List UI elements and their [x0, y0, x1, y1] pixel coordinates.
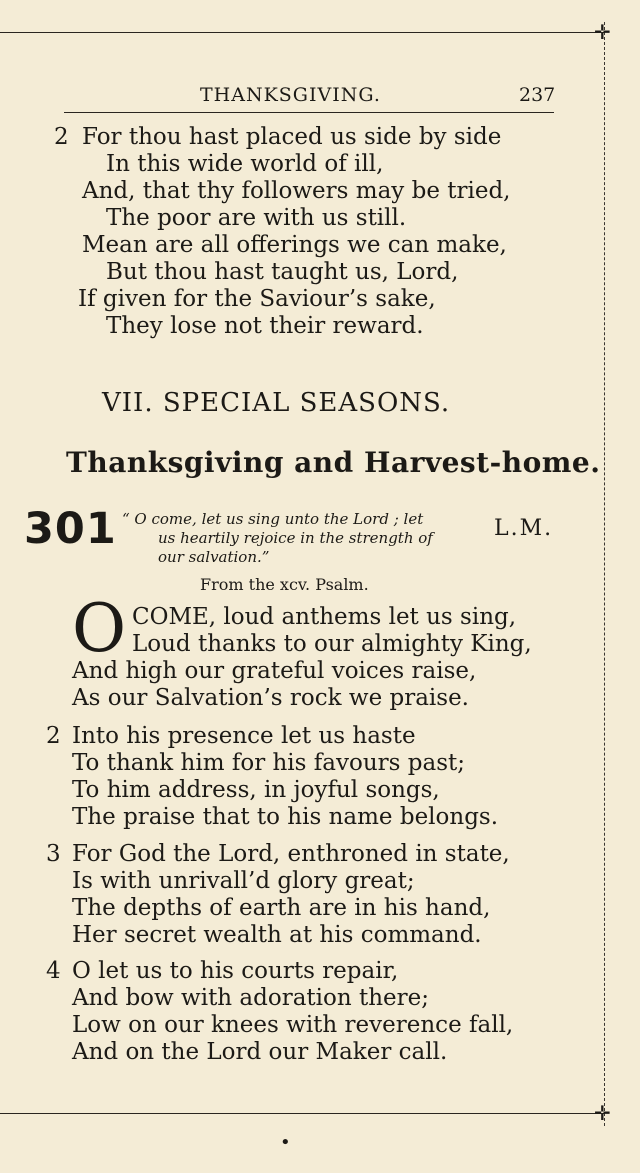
verse-line: As our Salvation’s rock we praise.	[72, 685, 469, 711]
verse-line: To thank him for his favours past;	[72, 750, 465, 776]
verse-line: Loud thanks to our almighty King,	[132, 631, 532, 657]
verse-line: For thou hast placed us side by side	[82, 124, 502, 150]
verse-line: In this wide world of ill,	[106, 151, 384, 177]
page-number: 237	[519, 84, 556, 106]
top-border-rule	[0, 32, 604, 33]
verse-line: But thou hast taught us, Lord,	[106, 259, 459, 285]
verse-line: And, that thy followers may be tried,	[82, 178, 511, 204]
ink-speck: •	[280, 1132, 291, 1153]
epigraph-line: us heartily rejoice in the strength of	[158, 529, 433, 547]
verse-line: And bow with adoration there;	[72, 985, 430, 1011]
verse-line: Mean are all offerings we can make,	[82, 232, 507, 258]
verse-line: The depths of earth are in his hand,	[72, 895, 491, 921]
bottom-border-rule	[0, 1113, 604, 1114]
running-title: THANKSGIVING.	[200, 84, 381, 106]
verse-line: For God the Lord, enthroned in state,	[72, 841, 510, 867]
verse-line: Her secret wealth at his command.	[72, 922, 482, 948]
verse-number: 4	[46, 958, 61, 984]
verse-line: Is with unrivall’d glory great;	[72, 868, 415, 894]
right-border-rule	[604, 22, 605, 1126]
verse-line: Low on our knees with reverence fall,	[72, 1012, 514, 1038]
verse-line: To him address, in joyful songs,	[72, 777, 440, 803]
corner-cross-mark: ✛	[594, 1101, 611, 1125]
verse-line: The praise that to his name belongs.	[72, 804, 499, 830]
verse-number: 3	[46, 841, 61, 867]
verse-line: The poor are with us still.	[106, 205, 407, 231]
section-title: VII. SPECIAL SEASONS.	[102, 388, 451, 418]
epigraph-line: our salvation.”	[158, 548, 270, 566]
hymn-meter: L.M.	[494, 516, 554, 541]
header-rule	[64, 112, 554, 113]
drop-cap-letter: O	[72, 590, 127, 667]
corner-cross-mark: ✛	[594, 20, 611, 44]
verse-line: O let us to his courts repair,	[72, 958, 399, 984]
verse-line: And on the Lord our Maker call.	[72, 1039, 448, 1065]
verse-line: If given for the Saviour’s sake,	[78, 286, 436, 312]
verse-line: Into his presence let us haste	[72, 723, 416, 749]
verse-number: 2	[54, 124, 69, 150]
verse-number: 2	[46, 723, 61, 749]
hymn-source: From the xcv. Psalm.	[200, 575, 369, 594]
verse-line: And high our grateful voices raise,	[72, 658, 477, 684]
verse-line: They lose not their reward.	[106, 313, 424, 339]
hymn-number: 301	[24, 504, 117, 554]
section-subtitle: Thanksgiving and Harvest-home.	[66, 446, 601, 479]
epigraph-line: “ O come, let us sing unto the Lord ; let	[122, 510, 424, 528]
verse-line: COME, loud anthems let us sing,	[132, 604, 517, 630]
